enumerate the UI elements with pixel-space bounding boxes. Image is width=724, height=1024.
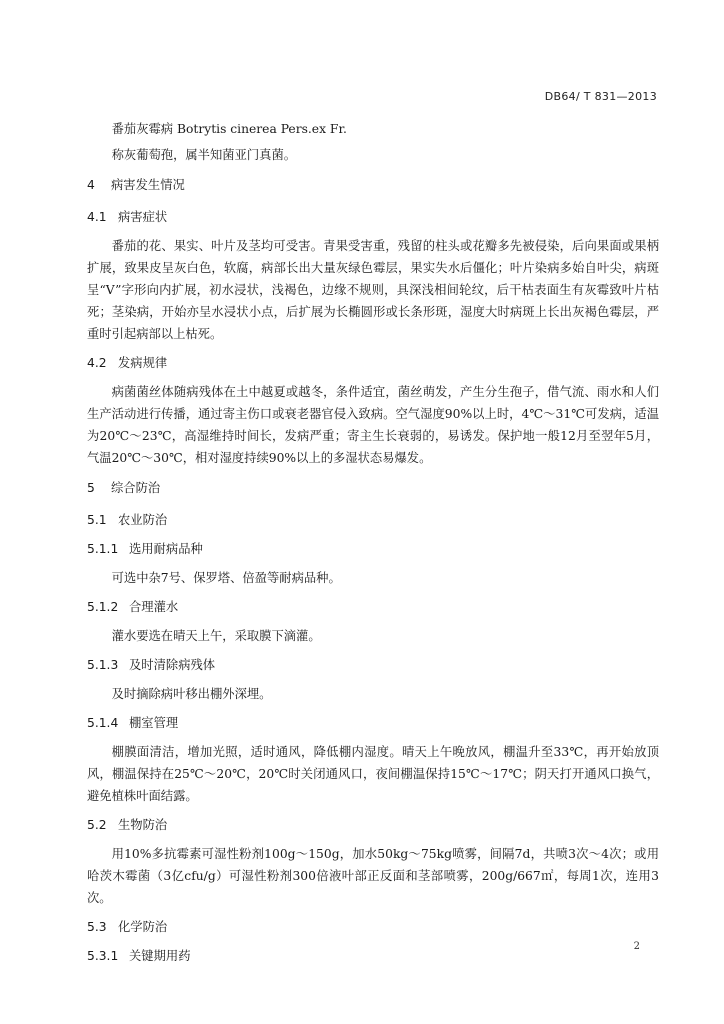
subsection-heading-5-1-1: [87, 538, 659, 560]
section-title: 综合防治: [111, 481, 161, 495]
subsection-heading-4-1: [87, 206, 659, 228]
subsection-heading-5-1: [87, 509, 659, 531]
section-title: 关键期用药: [129, 949, 191, 963]
section-number: 5.1: [87, 513, 107, 527]
section-number: 4.1: [87, 210, 107, 224]
document-body: [87, 118, 659, 974]
pathogen-name: 番茄灰霉病 Botrytis cinerea Pers.ex Fr.: [111, 122, 347, 136]
pattern-text: 病菌菌丝体随病残体在土中越夏或越冬，条件适宜，菌丝萌发，产生分生孢子，借气流、雨水和人们生产活动进行传播，通过寄主伤口或衰老器官侵入致病。空气湿度90%以上时，4℃～31℃可发病，适温为20℃～23℃，高湿维持时间长，发病严重；寄主生长衰弱的，易诱发。保护地一般12月至翌年5月，气温20℃～30℃，相对湿度持续90%以上的多湿状态易爆发。: [87, 385, 659, 465]
pathogen-desc: 称灰葡萄孢，属半知菌亚门真菌。: [111, 148, 297, 162]
subsection-heading-4-2: [87, 352, 659, 374]
section-number: 5.3: [87, 920, 107, 934]
subsection-heading-5-1-4: [87, 712, 659, 734]
symptoms-text: 番茄的花、果实、叶片及茎均可受害。青果受害重，残留的柱头或花瓣多先被侵染，后向果面或果柄扩展，致果皮呈灰白色，软腐，病部长出大量灰绿色霉层，果实失水后僵化；叶片染病多始自叶尖，病斑呈“V”字形向内扩展，初水浸状，浅褐色，边缘不规则，具深浅相间轮纹，后干枯表面生有灰霉致叶片枯死；茎染病，开始亦呈水浸状小点，后扩展为长椭圆形或长条形斑，湿度大时病斑上长出灰褐色霉层，严重时引起病部以上枯死。: [87, 239, 659, 341]
cleanup-text: 及时摘除病叶移出棚外深埋。: [111, 687, 272, 701]
section-number: 4: [87, 178, 95, 192]
subsection-heading-5-1-3: [87, 654, 659, 676]
subsection-heading-5-3-1: [87, 945, 659, 967]
section-number: 5.1.2: [87, 600, 119, 614]
bio-text: 用10%多抗霉素可湿性粉剂100g～150g，加水50kg～75kg喷雾，间隔7d，共喷3次～4次；或用哈茨木霉菌（3亿cfu/g）可湿性粉剂300倍液叶部正反面和茎部喷雾，200g/667㎡，每周1次，连用3次。: [87, 847, 659, 905]
section-title: 合理灌水: [129, 600, 179, 614]
section-title: 农业防治: [118, 513, 168, 527]
section-number: 5.1.3: [87, 658, 119, 672]
subsection-heading-5-3: [87, 916, 659, 938]
section-title: 发病规律: [118, 356, 168, 370]
section-heading-5: [87, 477, 659, 499]
page-number: 2: [633, 941, 640, 952]
section-number: 5: [87, 481, 95, 495]
section-number: 4.2: [87, 356, 107, 370]
section-title: 棚室管理: [129, 716, 179, 730]
section-number: 5.1.1: [87, 542, 119, 556]
section-number: 5.2: [87, 818, 107, 832]
section-number: 5.3.1: [87, 949, 119, 963]
section-title: 生物防治: [118, 818, 168, 832]
section-heading-4: [87, 174, 659, 196]
section-title: 选用耐病品种: [129, 542, 203, 556]
greenhouse-text: 棚膜面清洁，增加光照，适时通风，降低棚内湿度。晴天上午晚放风，棚温升至33℃，再开始放顶风，棚温保持在25℃～20℃，20℃时关闭通风口，夜间棚温保持15℃～17℃；阴天打开通风口换气，避免植株叶面结露。: [87, 745, 659, 803]
section-title: 及时清除病残体: [129, 658, 216, 672]
section-title: 病害发生情况: [111, 178, 185, 192]
section-title: 病害症状: [118, 210, 168, 224]
variety-text: 可选中杂7号、保罗塔、倍盈等耐病品种。: [111, 571, 341, 585]
section-number: 5.1.4: [87, 716, 119, 730]
subsection-heading-5-1-2: [87, 596, 659, 618]
irrigation-text: 灌水要选在晴天上午，采取膜下滴灌。: [111, 629, 321, 643]
standard-code-header: DB64/ T 831—2013: [544, 90, 657, 103]
subsection-heading-5-2: [87, 814, 659, 836]
section-title: 化学防治: [118, 920, 168, 934]
